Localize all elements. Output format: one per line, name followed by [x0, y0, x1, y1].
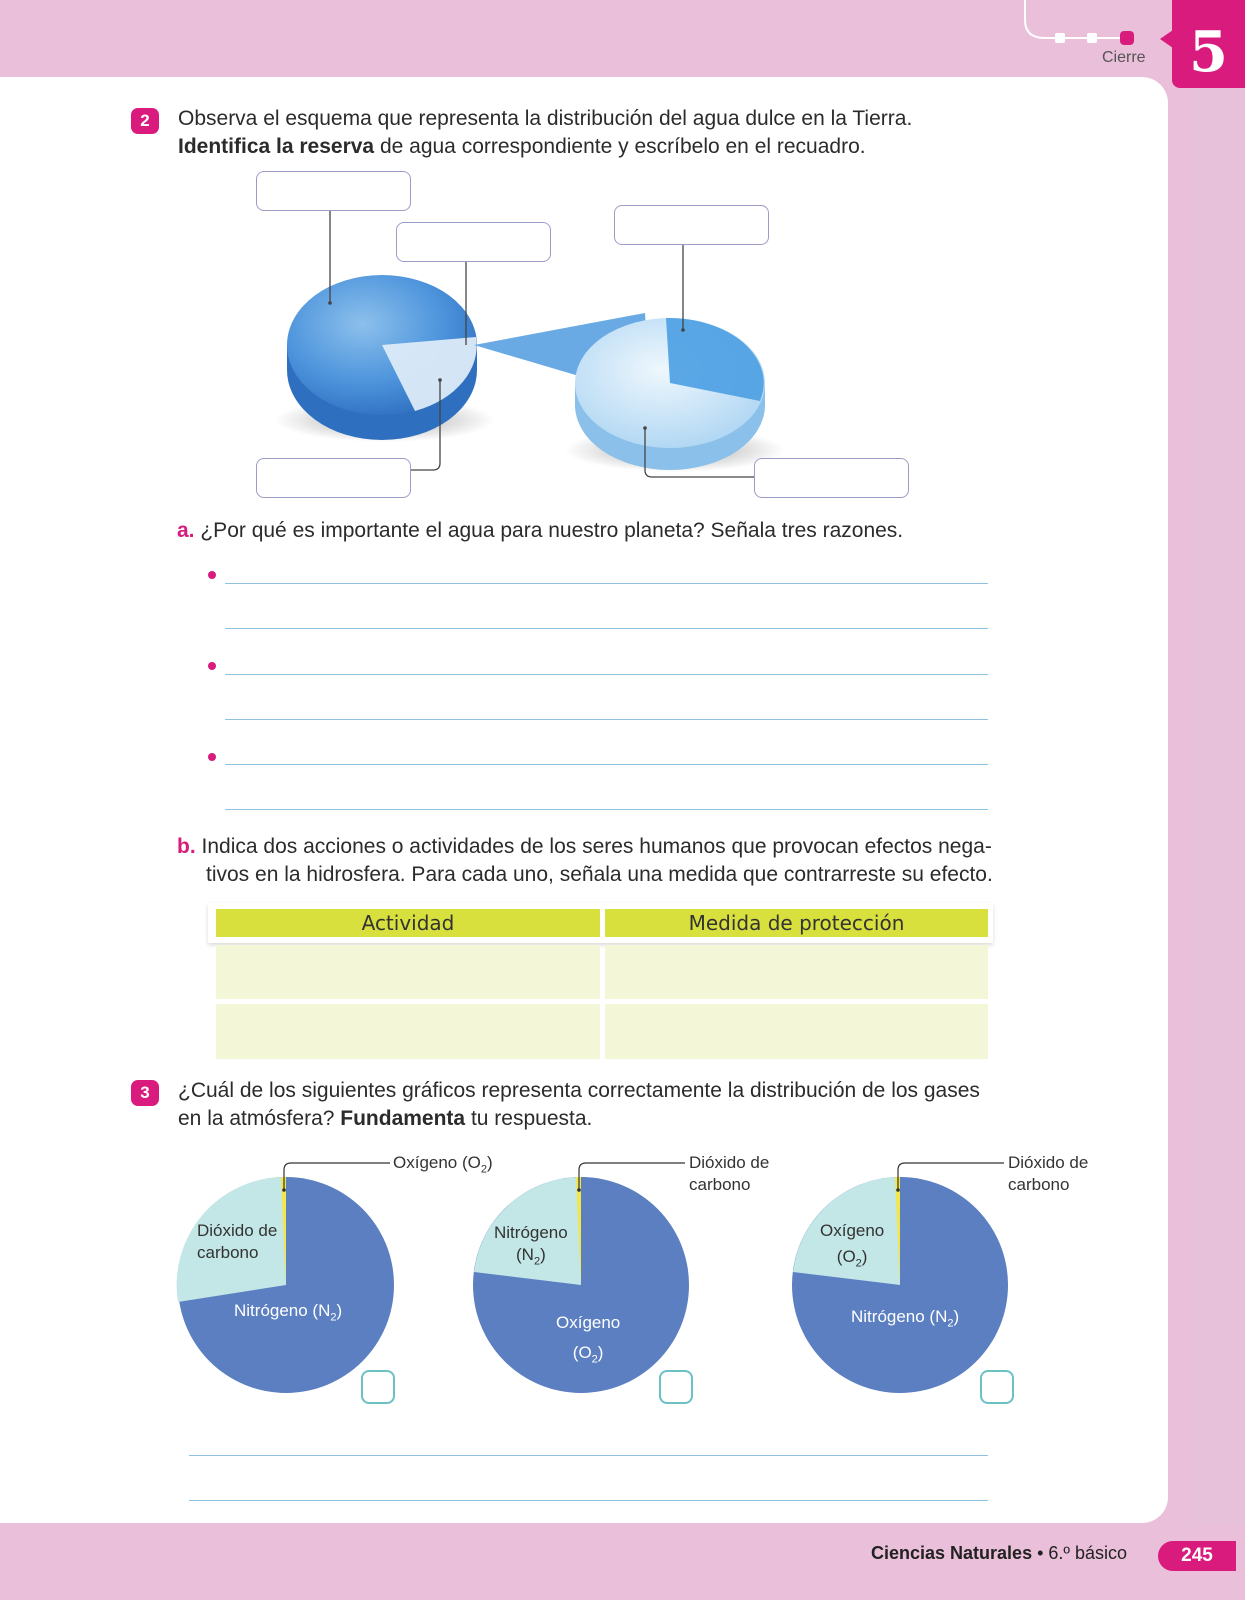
pie-2-big-sub: 2 — [591, 1353, 598, 1366]
pie-1-callout-text: Oxígeno (O — [393, 1153, 481, 1172]
pie-2-small-l2 — [494, 1244, 568, 1272]
section-label: Cierre — [1102, 49, 1146, 66]
pie-1-callout-end: ) — [487, 1153, 493, 1172]
answer-line[interactable] — [189, 1500, 988, 1501]
question-2-line1: Observa el esquema que representa la distribución del agua dulce en la Tierra. — [178, 107, 913, 130]
part-a-text: ¿Por qué es importante el agua para nuestro planeta? Señala tres razones. — [200, 519, 904, 542]
pie-2-big-l2 — [556, 1338, 620, 1374]
pie-2-callout-l1: Dióxido de — [689, 1153, 770, 1172]
question-2-text — [178, 105, 912, 161]
bullet-3 — [208, 753, 216, 761]
pie-2-big-l1: Oxígeno — [556, 1313, 621, 1332]
pie-3-checkbox[interactable] — [980, 1370, 1014, 1404]
question-3-line1: ¿Cuál de los siguientes gráficos representa correctamente la distribución de los gases — [178, 1079, 980, 1102]
table-cell[interactable] — [216, 945, 600, 999]
pie-1-small-l2: carbono — [197, 1243, 259, 1262]
question-3-line2-start: en la atmósfera? — [178, 1107, 341, 1130]
pie-2-small-l1: Nitrógeno — [494, 1223, 568, 1242]
pie-1-big-label — [234, 1300, 342, 1328]
pie-1-small-l1: Dióxido de — [197, 1221, 278, 1240]
answer-line[interactable] — [225, 764, 988, 765]
question-3-badge: 3 — [131, 1080, 159, 1106]
pie-3-callout-l2: carbono — [1008, 1175, 1070, 1194]
pie-3-small-l2-text: (O — [836, 1247, 856, 1266]
answer-line[interactable] — [225, 719, 988, 720]
answer-line[interactable] — [225, 628, 988, 629]
answer-line[interactable] — [225, 583, 988, 584]
part-b-letter: b. — [177, 835, 196, 858]
question-2-badge: 2 — [131, 108, 159, 134]
answer-box-2[interactable] — [396, 222, 551, 262]
pie-2-callout-l2: carbono — [689, 1175, 751, 1194]
answer-line[interactable] — [225, 674, 988, 675]
pie-2-small-sub: 2 — [533, 1255, 541, 1268]
pie-1-callout — [393, 1152, 493, 1180]
question-2-line2-rest: de agua correspondiente y escríbelo en el recuadro. — [374, 135, 866, 158]
pie-1-callout-sub: 2 — [480, 1163, 487, 1176]
part-b-line1 — [177, 833, 993, 861]
pie-2-big-label — [556, 1308, 620, 1374]
pie-1-checkbox[interactable] — [361, 1370, 395, 1404]
pie-2-checkbox[interactable] — [659, 1370, 693, 1404]
right-margin-strip — [1190, 70, 1245, 1525]
part-b-text-1: Indica dos acciones o actividades de los seres humanos que provocan efectos nega- — [201, 835, 992, 858]
freshwater-distribution-diagram — [250, 165, 920, 505]
question-3-bold: Fundamenta — [340, 1107, 466, 1130]
pie-3-small-end: ) — [861, 1247, 868, 1266]
pie-1-big-end: ) — [336, 1301, 343, 1320]
pie-chart-3 — [792, 1163, 1008, 1393]
pie-1-big-sub: 2 — [330, 1311, 337, 1324]
pie-3-big-text: Nitrógeno (N — [851, 1307, 948, 1326]
pie-2-callout — [689, 1152, 769, 1196]
part-a — [177, 517, 903, 545]
pie-2-small-l2-text: (N — [515, 1245, 534, 1264]
question-3-line2 — [178, 1105, 980, 1133]
answer-line[interactable] — [189, 1455, 988, 1456]
pie-2-big-end: ) — [597, 1343, 604, 1362]
answer-box-3[interactable] — [614, 205, 769, 245]
page-number: 245 — [1158, 1541, 1236, 1571]
part-b-text-2: tivos en la hidrosfera. Para cada uno, señala una medida que contrarreste su efecto. — [206, 863, 993, 886]
unit-number-tab: 5 — [1172, 0, 1245, 88]
table-header-activity: Actividad — [216, 909, 600, 937]
part-b — [177, 833, 993, 889]
progress-track-icon — [1020, 0, 1170, 60]
answer-box-5[interactable] — [754, 458, 909, 498]
part-a-letter: a. — [177, 519, 195, 542]
question-2-bold: Identifica la reserva — [178, 135, 375, 158]
pie-2-small-end: ) — [540, 1245, 546, 1264]
pie-3-big-end: ) — [953, 1307, 960, 1326]
question-2-line2 — [178, 133, 912, 161]
table-header-protection: Medida de protección — [605, 909, 988, 937]
answer-box-1[interactable] — [256, 171, 411, 211]
footer-subject: Ciencias Naturales — [871, 1543, 1033, 1563]
pie-3-callout — [1008, 1152, 1088, 1196]
pie-2-small-label — [494, 1222, 568, 1272]
pie-1-big-text: Nitrógeno (N — [234, 1301, 331, 1320]
pie-3-small-l2 — [820, 1244, 884, 1276]
pie-3-small-sub: 2 — [855, 1257, 862, 1270]
answer-line[interactable] — [225, 809, 988, 810]
bullet-2 — [208, 662, 216, 670]
pie-3-big-sub: 2 — [947, 1317, 954, 1330]
answer-box-4[interactable] — [256, 458, 411, 498]
pie-3-small-label — [820, 1218, 884, 1276]
pie-3-small-l1: Oxígeno — [820, 1221, 885, 1240]
bullet-1 — [208, 571, 216, 579]
table-cell[interactable] — [216, 1004, 600, 1059]
pie-chart-1 — [177, 1163, 394, 1393]
table-cell[interactable] — [605, 1004, 988, 1059]
footer-credit — [871, 1543, 1127, 1564]
pie-3-callout-l1: Dióxido de — [1008, 1153, 1089, 1172]
pie-2-big-l2-text: (O — [572, 1343, 592, 1362]
question-3-line2-rest: tu respuesta. — [465, 1107, 593, 1130]
question-3-text — [178, 1077, 980, 1133]
pie-1-small-label — [197, 1220, 277, 1264]
footer-grade: • 6.º básico — [1032, 1543, 1127, 1563]
pie-3-big-label — [851, 1306, 959, 1334]
table-cell[interactable] — [605, 945, 988, 999]
